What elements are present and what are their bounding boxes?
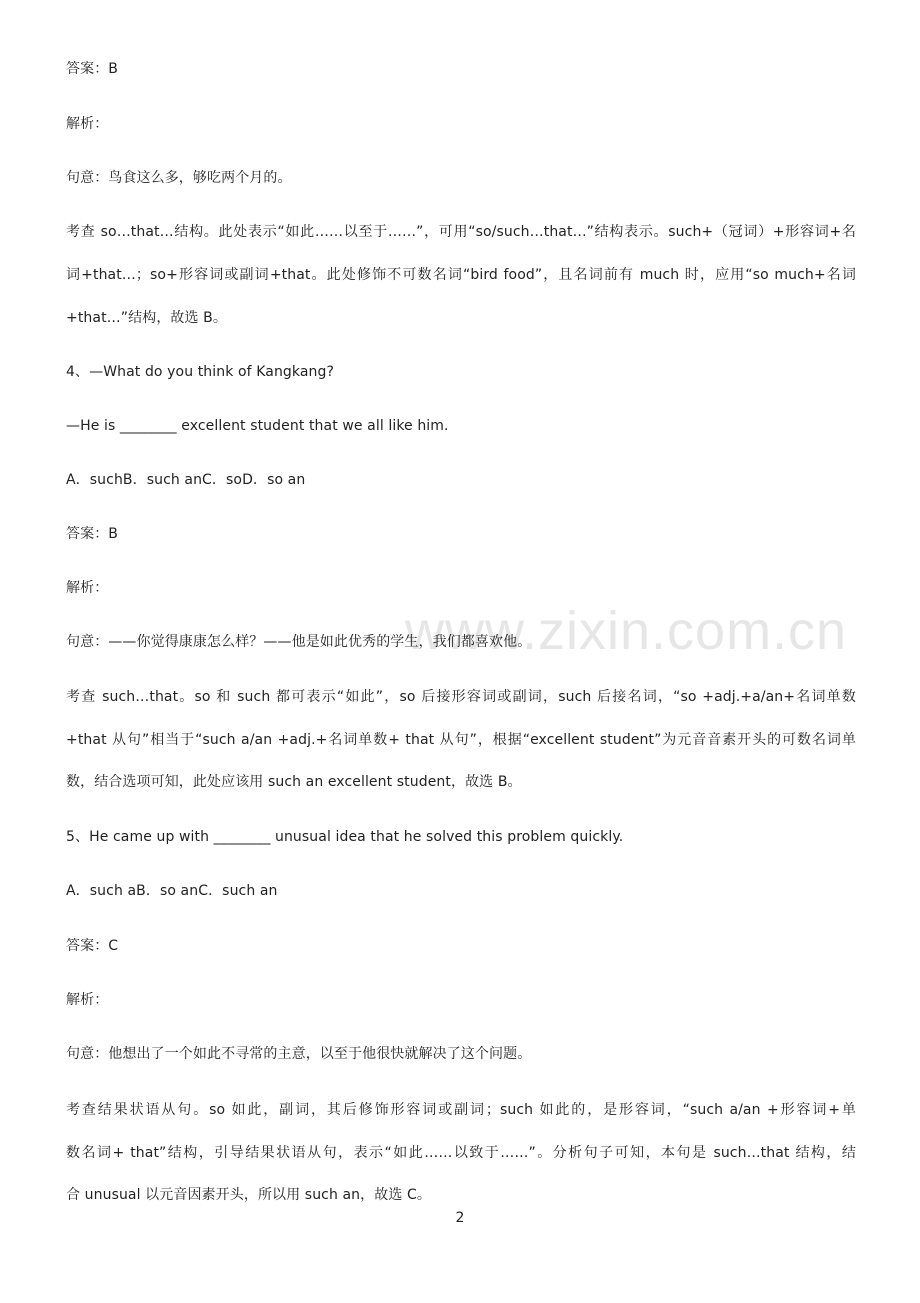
answer-label: 答案：B <box>66 61 119 77</box>
question-4-response: —He is ________ excellent student that we all like him. <box>66 418 449 434</box>
analysis-label: 解析： <box>66 992 109 1008</box>
analysis-label: 解析： <box>66 580 109 596</box>
explanation-line: 考查结果状语从句。so 如此，副词，其后修饰形容词或副词；such 如此的，是形容词，“such a/an +形容词+单 <box>66 1102 856 1118</box>
explanation-line: +that 从句”相当于“such a/an +adj.+名词单数+ that 从句”，根据“excellent student”为元音音素开头的可数名词单 <box>66 732 856 748</box>
sentence-meaning: 句意：鸟食这么多，够吃两个月的。 <box>66 170 292 186</box>
question-5-options: A．such aB．so anC．such an <box>66 883 278 899</box>
watermark: www.zixin.com.cn <box>405 601 848 661</box>
explanation-line: 考查 such…that。so 和 such 都可表示“如此”，so 后接形容词或副词，such 后接名词，“so +adj.+a/an+名词单数 <box>66 689 856 705</box>
analysis-label: 解析： <box>66 116 109 132</box>
explanation-line: 数，结合选项可知，此处应该用 such an excellent student，故选 B。 <box>66 774 522 790</box>
answer-label: 答案：C <box>66 938 119 954</box>
explanation-line: 词+that…；so+形容词或副词+that。此处修饰不可数名词“bird food”，且名词前有 much 时，应用“so much+名词 <box>66 267 856 283</box>
explanation-line: +that…”结构，故选 B。 <box>66 310 227 326</box>
question-5-prompt: 5、He came up with ________ unusual idea that he solved this problem quickly. <box>66 829 624 845</box>
explanation-line: 合 unusual 以元音因素开头，所以用 such an，故选 C。 <box>66 1187 431 1203</box>
explanation-line: 考查 so…that…结构。此处表示“如此……以至于……”，可用“so/such…that…”结构表示。such+（冠词）+形容词+名 <box>66 224 856 240</box>
sentence-meaning: 句意：——你觉得康康怎么样？——他是如此优秀的学生，我们都喜欢他。 <box>66 634 532 650</box>
question-4-options: A．suchB．such anC．soD．so an <box>66 472 306 488</box>
explanation-line: 数名词+ that”结构，引导结果状语从句，表示“如此……以致于……”。分析句子可知，本句是 such…that 结构，结 <box>66 1145 856 1161</box>
question-4-prompt: 4、—What do you think of Kangkang? <box>66 364 335 380</box>
page-number: 2 <box>455 1210 465 1226</box>
sentence-meaning: 句意：他想出了一个如此不寻常的主意，以至于他很快就解决了这个问题。 <box>66 1046 532 1062</box>
answer-label: 答案：B <box>66 526 119 542</box>
